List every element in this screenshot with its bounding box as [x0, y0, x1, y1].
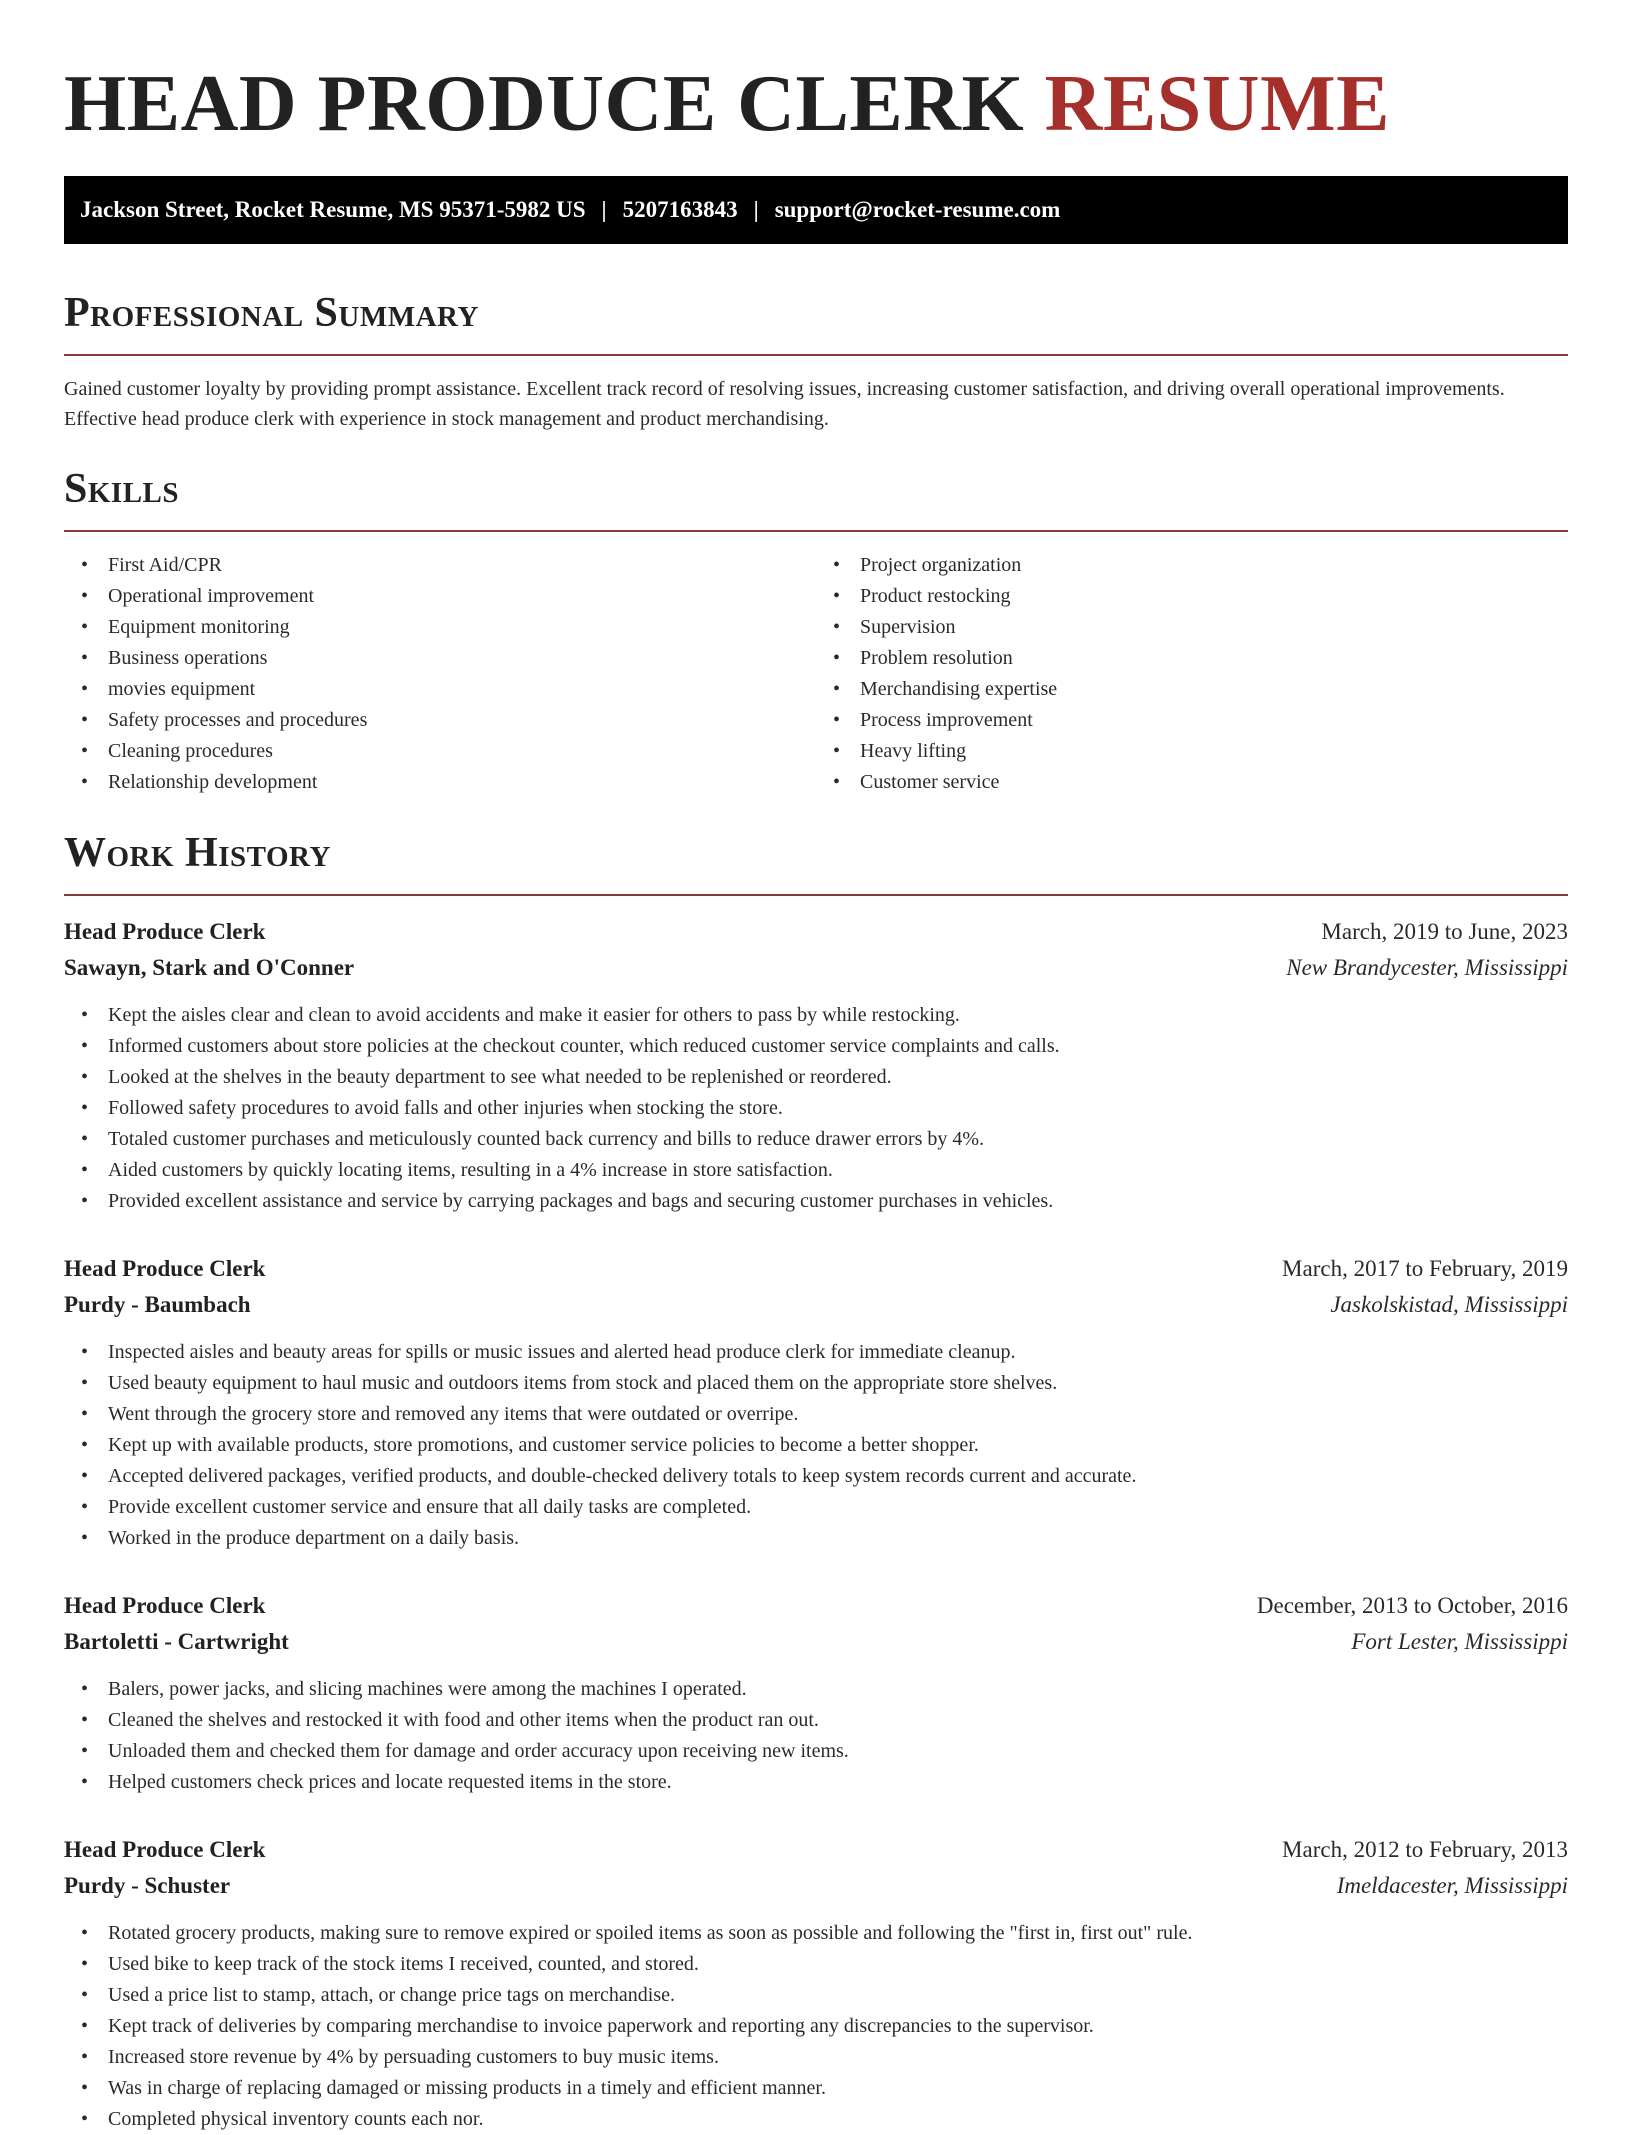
section-divider: [64, 354, 1568, 356]
job-bullet: • Used bike to keep track of the stock items I received, counted, and stored.: [64, 1949, 1568, 1980]
summary-text: Gained customer loyalty by providing prompt assistance. Excellent track record of resolving issues, increasing customer satisfaction, and driving overall operational improvements. Effective head produce clerk with experience in stock management and product merchandising.: [64, 378, 1505, 430]
job-title: Head Produce Clerk: [64, 1593, 266, 1618]
job-bullet: • Increased store revenue by 4% by persuading customers to buy music items.: [64, 2042, 1568, 2073]
contact-phone: 5207163843: [622, 197, 738, 222]
job-bullets: [64, 1918, 1568, 2135]
job-bullet: • Aided customers by quickly locating items, resulting in a 4% increase in store satisfaction.: [64, 1155, 1568, 1186]
skill-item: • Project organization: [816, 550, 1568, 581]
job-title: Head Produce Clerk: [64, 1256, 266, 1281]
job-bullet: • Completed physical inventory counts each nor.: [64, 2104, 1568, 2135]
job-entry: [64, 1588, 1568, 1798]
job-bullet: • Worked in the produce department on a daily basis.: [64, 1523, 1568, 1554]
contact-email[interactable]: support@rocket-resume.com: [774, 197, 1061, 222]
skill-item: • Safety processes and procedures: [64, 705, 816, 736]
work-history-section: [64, 828, 1568, 2135]
section-divider: [64, 894, 1568, 896]
contact-separator: |: [601, 197, 607, 222]
contact-bar: [64, 176, 1568, 244]
resume-title: [64, 56, 1568, 152]
skill-item: • Cleaning procedures: [64, 736, 816, 767]
contact-separator: |: [753, 197, 759, 222]
title-main: HEAD PRODUCE CLERK: [64, 60, 1025, 148]
job-bullet: • Kept the aisles clear and clean to avoid accidents and make it easier for others to pass by while restocking.: [64, 1000, 1568, 1031]
job-title: Head Produce Clerk: [64, 1837, 266, 1862]
section-heading-skills: Skills: [64, 466, 180, 512]
job-location: New Brandycester, Mississippi: [1286, 955, 1568, 980]
job-location: Imeldacester, Mississippi: [1336, 1873, 1568, 1898]
job-bullet: • Inspected aisles and beauty areas for spills or music issues and alerted head produce clerk for immediate cleanup.: [64, 1337, 1568, 1368]
job-company: Purdy - Baumbach: [64, 1292, 251, 1317]
job-bullet: • Looked at the shelves in the beauty department to see what needed to be replenished or reordered.: [64, 1062, 1568, 1093]
skills-section: [64, 464, 1568, 798]
job-dates: March, 2017 to February, 2019: [1282, 1256, 1568, 1281]
title-accent: RESUME: [1044, 60, 1390, 148]
job-header-row: [64, 1251, 1568, 1287]
job-title: Head Produce Clerk: [64, 919, 266, 944]
skills-column-left: [64, 550, 816, 798]
skill-item: • Problem resolution: [816, 643, 1568, 674]
job-header-row: [64, 1588, 1568, 1624]
section-heading-summary: Professional Summary: [64, 290, 479, 336]
skill-item: • Relationship development: [64, 767, 816, 798]
contact-address: Jackson Street, Rocket Resume, MS 95371-5982 US: [80, 197, 586, 222]
skill-item: • movies equipment: [64, 674, 816, 705]
section-divider: [64, 530, 1568, 532]
job-bullet: • Went through the grocery store and removed any items that were outdated or overripe.: [64, 1399, 1568, 1430]
professional-summary-section: [64, 288, 1568, 434]
job-bullet: • Kept up with available products, store promotions, and customer service policies to become a better shopper.: [64, 1430, 1568, 1461]
job-company: Bartoletti - Cartwright: [64, 1629, 289, 1654]
job-bullet: • Provide excellent customer service and ensure that all daily tasks are completed.: [64, 1492, 1568, 1523]
skills-column-right: [816, 550, 1568, 798]
skills-grid: [64, 550, 1568, 798]
skill-item: • Operational improvement: [64, 581, 816, 612]
job-bullet: • Followed safety procedures to avoid falls and other injuries when stocking the store.: [64, 1093, 1568, 1124]
section-heading-work-history: Work History: [64, 830, 331, 876]
job-bullet: • Cleaned the shelves and restocked it with food and other items when the product ran out.: [64, 1705, 1568, 1736]
job-entry: [64, 1251, 1568, 1554]
job-bullets: [64, 1337, 1568, 1554]
job-header-row: [64, 914, 1568, 950]
skill-item: • Customer service: [816, 767, 1568, 798]
skill-item: • Product restocking: [816, 581, 1568, 612]
job-bullet: • Used beauty equipment to haul music and outdoors items from stock and placed them on the appropriate store shelves.: [64, 1368, 1568, 1399]
job-bullet: • Rotated grocery products, making sure to remove expired or spoiled items as soon as possible and following the "first in, first out" rule.: [64, 1918, 1568, 1949]
skill-item: • Merchandising expertise: [816, 674, 1568, 705]
job-company-row: [64, 950, 1568, 986]
job-company-row: [64, 1868, 1568, 1904]
job-company: Purdy - Schuster: [64, 1873, 231, 1898]
job-bullet: • Totaled customer purchases and meticulously counted back currency and bills to reduce drawer errors by 4%.: [64, 1124, 1568, 1155]
job-bullet: • Informed customers about store policies at the checkout counter, which reduced customer service complaints and calls.: [64, 1031, 1568, 1062]
job-bullet: • Provided excellent assistance and service by carrying packages and bags and securing customer purchases in vehicles.: [64, 1186, 1568, 1217]
job-company-row: [64, 1624, 1568, 1660]
job-bullet: • Accepted delivered packages, verified products, and double-checked delivery totals to keep system records current and accurate.: [64, 1461, 1568, 1492]
job-bullets: [64, 1674, 1568, 1798]
job-header-row: [64, 1832, 1568, 1868]
job-bullet: • Balers, power jacks, and slicing machines were among the machines I operated.: [64, 1674, 1568, 1705]
job-bullets: [64, 1000, 1568, 1217]
job-company-row: [64, 1287, 1568, 1323]
job-entry: [64, 914, 1568, 1217]
job-bullet: • Helped customers check prices and locate requested items in the store.: [64, 1767, 1568, 1798]
job-location: Jaskolskistad, Mississippi: [1330, 1292, 1568, 1317]
skill-item: • First Aid/CPR: [64, 550, 816, 581]
job-company: Sawayn, Stark and O'Conner: [64, 955, 355, 980]
job-location: Fort Lester, Mississippi: [1351, 1629, 1568, 1654]
job-dates: December, 2013 to October, 2016: [1256, 1593, 1568, 1618]
skill-item: • Business operations: [64, 643, 816, 674]
skill-item: • Process improvement: [816, 705, 1568, 736]
job-bullet: • Kept track of deliveries by comparing merchandise to invoice paperwork and reporting any discrepancies to the supervisor.: [64, 2011, 1568, 2042]
job-bullet: • Unloaded them and checked them for damage and order accuracy upon receiving new items.: [64, 1736, 1568, 1767]
job-dates: March, 2019 to June, 2023: [1321, 919, 1568, 944]
skill-item: • Equipment monitoring: [64, 612, 816, 643]
job-bullet: • Was in charge of replacing damaged or missing products in a timely and efficient manner.: [64, 2073, 1568, 2104]
skill-item: • Heavy lifting: [816, 736, 1568, 767]
job-entry: [64, 1832, 1568, 2135]
job-dates: March, 2012 to February, 2013: [1282, 1837, 1568, 1862]
job-bullet: • Used a price list to stamp, attach, or change price tags on merchandise.: [64, 1980, 1568, 2011]
skill-item: • Supervision: [816, 612, 1568, 643]
